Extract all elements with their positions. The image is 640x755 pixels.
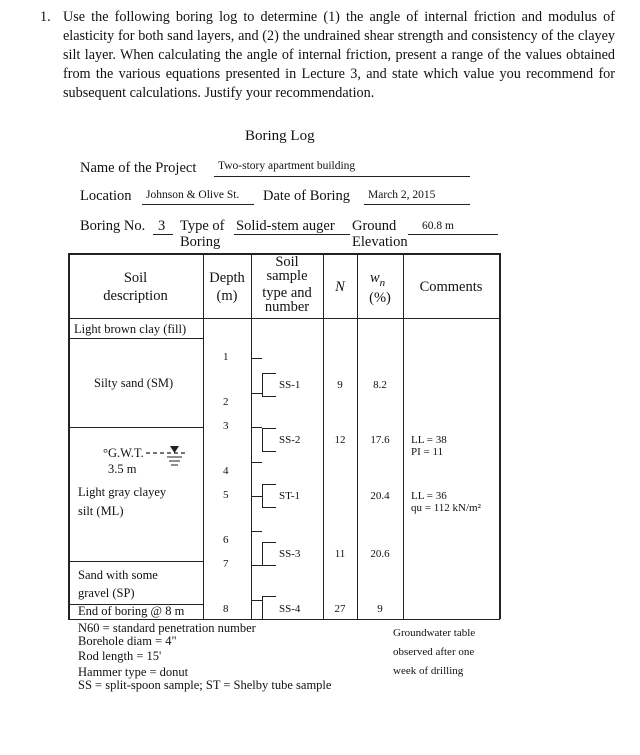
table-left-border [68,253,70,619]
note-gw-2: observed after one [393,646,475,658]
sample-wn-st1: 20.4 [370,490,390,502]
location-value: Johnson & Olive St. [146,189,240,201]
header-soil-2: description [103,288,168,304]
sample-wn-ss4: 9 [377,603,383,615]
type-underline [234,234,350,235]
depth-tick-label: 2 [223,395,229,408]
col-divider-depth [203,253,204,619]
depth-tick-label: 6 [223,533,229,546]
note-gw-1: Groundwater table [393,627,476,639]
header-comments: Comments [419,279,483,295]
depth-tick-label: 7 [223,558,229,570]
sample-id-ss2: SS-2 [279,434,301,446]
sample-marker-ss1 [262,373,276,397]
sample-comment-ss2: LL = 38 [411,434,447,446]
sample-wn-ss3: 20.6 [370,548,390,560]
type-label-1: Type of [180,218,225,234]
depth-tick-label: 3 [223,420,229,432]
sample-n-ss1: 9 [337,379,343,391]
sample-marker-ss2 [262,428,276,452]
soil-silty-sand: Silty sand (SM) [94,376,174,390]
depth-tick-label: 1 [223,351,229,363]
header-depth-2: (m) [216,288,238,304]
question-text: Use the following boring log to determine (1) the angle of internal friction and modulus of elasticity for both sand layers, and (2) the undrained shear strength and consistency of the clayey silt layer. When calculating the angle of internal friction, present a range of the values obtained from the various equations presented in Lecture 3, and state which value you recommend for subsequent calculations. Justify your recommendation. [63,9,615,101]
sample-wn-ss2: 17.6 [370,434,390,446]
soil-sand-1: Sand with some [78,568,158,582]
sample-n-ss2: 12 [334,434,346,446]
depth-tick [252,393,262,394]
header-depth-1: Depth [209,270,245,286]
header-soil-1: Soil [123,270,148,286]
soil-gwt-1: °G.W.T. [103,446,144,460]
header-sample-1: Soil [275,254,299,270]
sample-comment-st1: LL = 36 [411,490,447,502]
col-divider-comments [403,253,404,619]
date-label: Date of Boring [263,188,350,204]
sample-n-ss4: 27 [334,603,346,615]
location-underline [142,204,254,205]
type-label-2: Boring [180,234,221,250]
sample-n-ss3: 11 [334,548,346,560]
date-underline [364,204,470,205]
header-wn [370,270,385,289]
project-label: Name of the Project [80,160,197,176]
table-header-divider [68,318,500,319]
header-wn-pct: (%) [369,290,391,306]
header-sample-3: type and [262,285,312,301]
header-n: N [335,279,345,295]
header-wn-sub: n [379,276,386,289]
note-borehole: Borehole diam = 4" [78,634,177,648]
depth-tick [252,531,262,532]
header-sample-4: number [264,299,310,315]
date-value: March 2, 2015 [368,189,436,201]
location-label: Location [80,188,132,204]
depth-tick [252,600,262,601]
soil-clayey-2: silt (ML) [78,504,124,518]
depth-tick [252,496,262,497]
soil-clay: Light brown clay (fill) [74,322,187,336]
sample-marker-ss3 [262,542,276,566]
type-value: Solid-stem auger [236,218,335,234]
note-n60: N60 = standard penetration number [78,621,256,635]
depth-tick-label: 4 [223,464,229,477]
boring-no-value: 3 [158,218,166,234]
note-ss: SS = split-spoon sample; ST = Shelby tube sample [78,678,332,692]
ground-label-2: Elevation [352,234,408,250]
boring-no-underline [153,234,173,235]
ground-label-1: Ground [352,218,397,234]
sample-id-ss1: SS-1 [279,379,301,391]
soil-sand-2: gravel (SP) [78,586,135,600]
sample-wn-ss1: 8.2 [373,379,387,391]
soil-gwt-2: 3.5 m [108,462,137,476]
header-sample-2: sample [266,268,308,284]
depth-tick-label: 8 [223,602,229,615]
sample-id-ss4: SS-4 [279,603,301,615]
silt-layer-line [68,561,203,562]
depth-tick [252,462,262,463]
boring-no-label: Boring No. [80,218,146,234]
depth-tick [252,358,262,359]
table-right-border [499,253,501,619]
depth-tick-label: 5 [223,489,229,501]
note-gw-3: week of drilling [393,665,464,677]
project-value: Two-story apartment building [218,160,356,172]
soil-end: End of boring @ 8 m [78,604,185,618]
sand-layer-line [68,427,203,428]
note-hammer: Hammer type = donut [78,665,189,679]
question-block [40,8,615,103]
sample-marker-st1 [262,484,276,508]
sample-comment2-ss2: PI = 11 [411,446,444,458]
sample-marker-ss4 [262,596,276,620]
sample-id-st1: ST-1 [279,490,300,502]
depth-axis-anchor [251,338,252,339]
ground-underline [408,234,498,235]
boring-log-title: Boring Log [245,128,315,144]
depth-tick [252,427,262,428]
sample-id-ss3: SS-3 [279,548,301,560]
project-underline [214,176,470,177]
question-number: 1. [40,9,51,25]
header-wn-w: w [370,270,380,286]
table-bottom-border [68,619,500,620]
soil-clayey-1: Light gray clayey [78,485,167,499]
water-table-icon [146,446,190,475]
depth-axis-line [251,340,252,619]
note-rod: Rod length = 15' [78,649,162,663]
sample-comment2-st1: qu = 112 kN/m² [411,502,481,514]
ground-value: 60.8 m [422,220,454,232]
depth-tick [252,565,262,566]
clay-layer-line [68,338,203,339]
